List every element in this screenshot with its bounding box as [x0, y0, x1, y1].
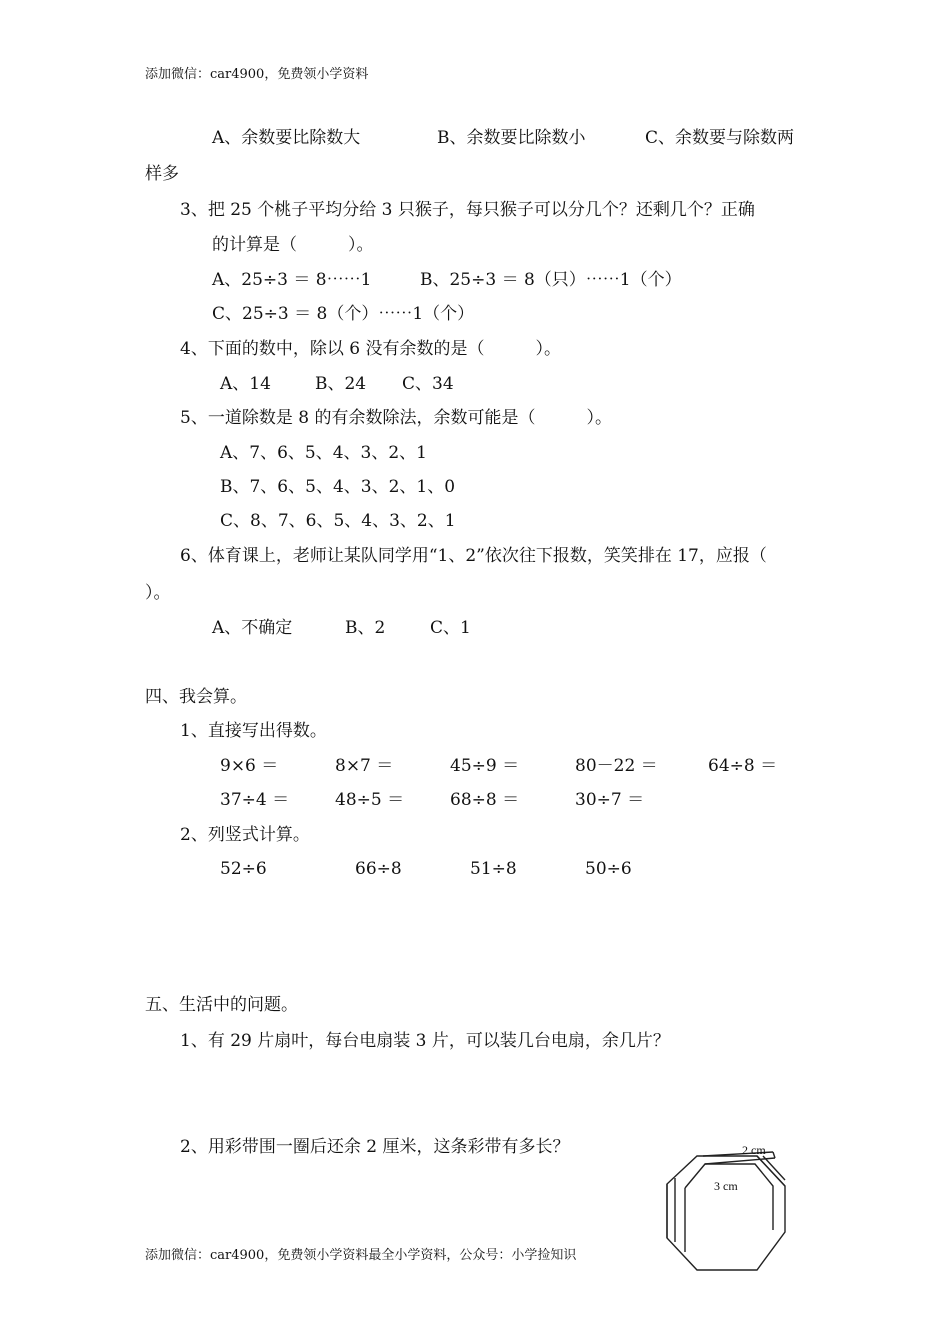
- q6-stem-line1: 6、体育课上，老师让某队同学用“1、2”依次往下报数，笑笑排在 17，应报（: [180, 546, 767, 566]
- q5-stem: 5、一道除数是 8 的有余数除法，余数可能是（ ）。: [180, 408, 612, 428]
- section5-problem2: 2、用彩带围一圈后还余 2 厘米，这条彩带有多长？: [180, 1137, 570, 1157]
- q6-stem-line2: ）。: [145, 583, 171, 603]
- calc-item: 8×7 ＝: [335, 756, 394, 776]
- q4-option-a: A、14: [220, 374, 271, 394]
- calc-item: 48÷5 ＝: [335, 790, 405, 810]
- q6-option-c: C、1: [430, 618, 471, 638]
- vertical-calc-item: 66÷8: [355, 859, 402, 879]
- vertical-calc-item: 50÷6: [585, 859, 632, 879]
- section5-problem1: 1、有 29 片扇叶，每台电扇装 3 片，可以装几台电扇，余几片？: [180, 1031, 670, 1051]
- q4-stem: 4、下面的数中，除以 6 没有余数的是（ ）。: [180, 339, 561, 359]
- calc-item: 64÷8 ＝: [708, 756, 778, 776]
- section4-sub2: 2、列竖式计算。: [180, 825, 310, 845]
- q6-option-a: A、不确定: [212, 618, 293, 638]
- section4-title: 四、我会算。: [145, 687, 247, 707]
- q5-option-a: A、7、6、5、4、3、2、1: [220, 443, 427, 463]
- section5-title: 五、生活中的问题。: [145, 995, 298, 1015]
- calc-item: 45÷9 ＝: [450, 756, 520, 776]
- q5-option-b: B、7、6、5、4、3、2、1、0: [220, 477, 456, 497]
- figure-label-2cm: 2 cm: [742, 1143, 766, 1157]
- section4-sub1: 1、直接写出得数。: [180, 721, 327, 741]
- q3-stem-line1: 3、把 25 个桃子平均分给 3 只猴子，每只猴子可以分几个？还剩几个？正确: [180, 200, 755, 220]
- calc-item: 68÷8 ＝: [450, 790, 520, 810]
- q3-stem-line2: 的计算是（ ）。: [212, 235, 374, 255]
- vertical-calc-item: 52÷6: [220, 859, 267, 879]
- calc-item: 80－22 ＝: [575, 756, 658, 776]
- octagon-band: [685, 1164, 773, 1230]
- q5-option-c: C、8、7、6、5、4、3、2、1: [220, 511, 456, 531]
- octagon-ribbon-figure: [655, 1142, 800, 1277]
- calc-item: 37÷4 ＝: [220, 790, 290, 810]
- q2-option-a: A、余数要比除数大: [212, 128, 361, 148]
- q3-option-c: C、25÷3 ＝ 8（个）⋯⋯1（个）: [212, 304, 475, 324]
- q2-option-c: C、余数要与除数两: [645, 128, 795, 148]
- calc-item: 9×6 ＝: [220, 756, 279, 776]
- q6-option-b: B、2: [345, 618, 386, 638]
- q2-option-c-continued: 样多: [145, 164, 179, 184]
- figure-label-3cm: 3 cm: [714, 1179, 738, 1193]
- q4-option-c: C、34: [402, 374, 454, 394]
- q3-option-b: B、25÷3 ＝ 8（只）⋯⋯1（个）: [420, 270, 682, 290]
- page-header: 添加微信：car4900，免费领小学资料: [145, 67, 369, 82]
- page-footer: 添加微信：car4900，免费领小学资料最全小学资料，公众号：小学捡知识: [145, 1248, 577, 1263]
- q2-option-b: B、余数要比除数小: [437, 128, 586, 148]
- calc-item: 30÷7 ＝: [575, 790, 645, 810]
- vertical-calc-item: 51÷8: [470, 859, 517, 879]
- q4-option-b: B、24: [315, 374, 367, 394]
- q3-option-a: A、25÷3 ＝ 8⋯⋯1: [212, 270, 372, 290]
